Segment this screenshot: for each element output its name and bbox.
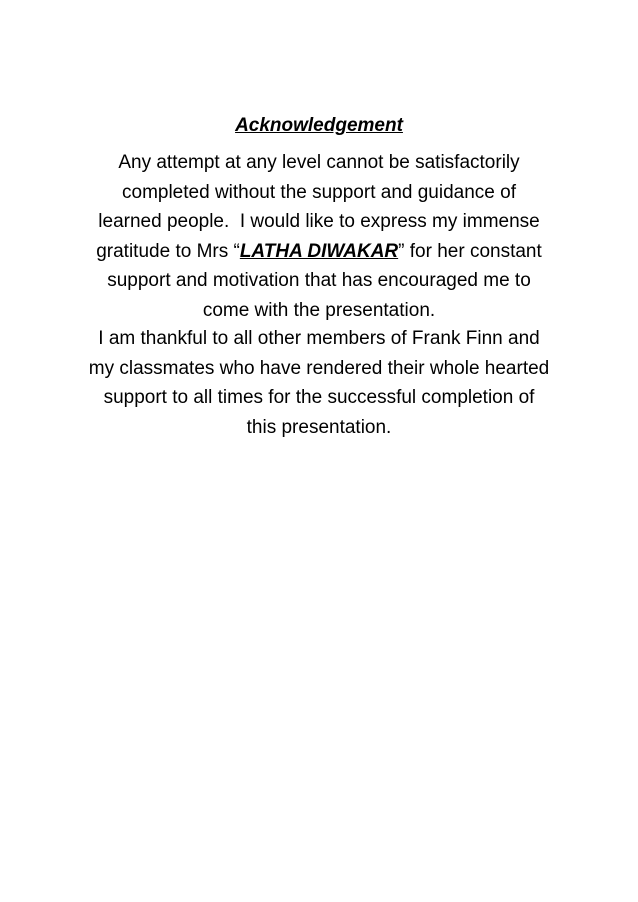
- page-title: Acknowledgement: [235, 115, 403, 136]
- acknowledgement-paragraph: [0, 148, 638, 325]
- thanks-paragraph: [0, 324, 638, 442]
- mentor-name: LATHA DIWAKAR: [239, 240, 399, 262]
- gratitude-text: gratitude to Mrs “: [96, 240, 240, 262]
- paragraph-line: learned people. I would like to express my immense: [98, 211, 540, 232]
- paragraph-line: completed without the support and guidance of: [122, 181, 516, 203]
- paragraph-line: come with the presentation.: [202, 299, 436, 321]
- paragraph-line: support and motivation that has encouraged me to: [107, 270, 531, 291]
- gratitude-text-end: ” for her constant: [398, 240, 542, 262]
- paragraph-line: this presentation.: [246, 416, 392, 438]
- paragraph-line: I am thankful to all other members of Frank Finn and: [98, 328, 540, 349]
- paragraph-line: support to all times for the successful completion of: [103, 387, 535, 408]
- paragraph-line: my classmates who have rendered their whole hearted: [88, 357, 550, 379]
- paragraph-line: [0, 237, 638, 267]
- paragraph-line: Any attempt at any level cannot be satisfactorily: [118, 152, 520, 173]
